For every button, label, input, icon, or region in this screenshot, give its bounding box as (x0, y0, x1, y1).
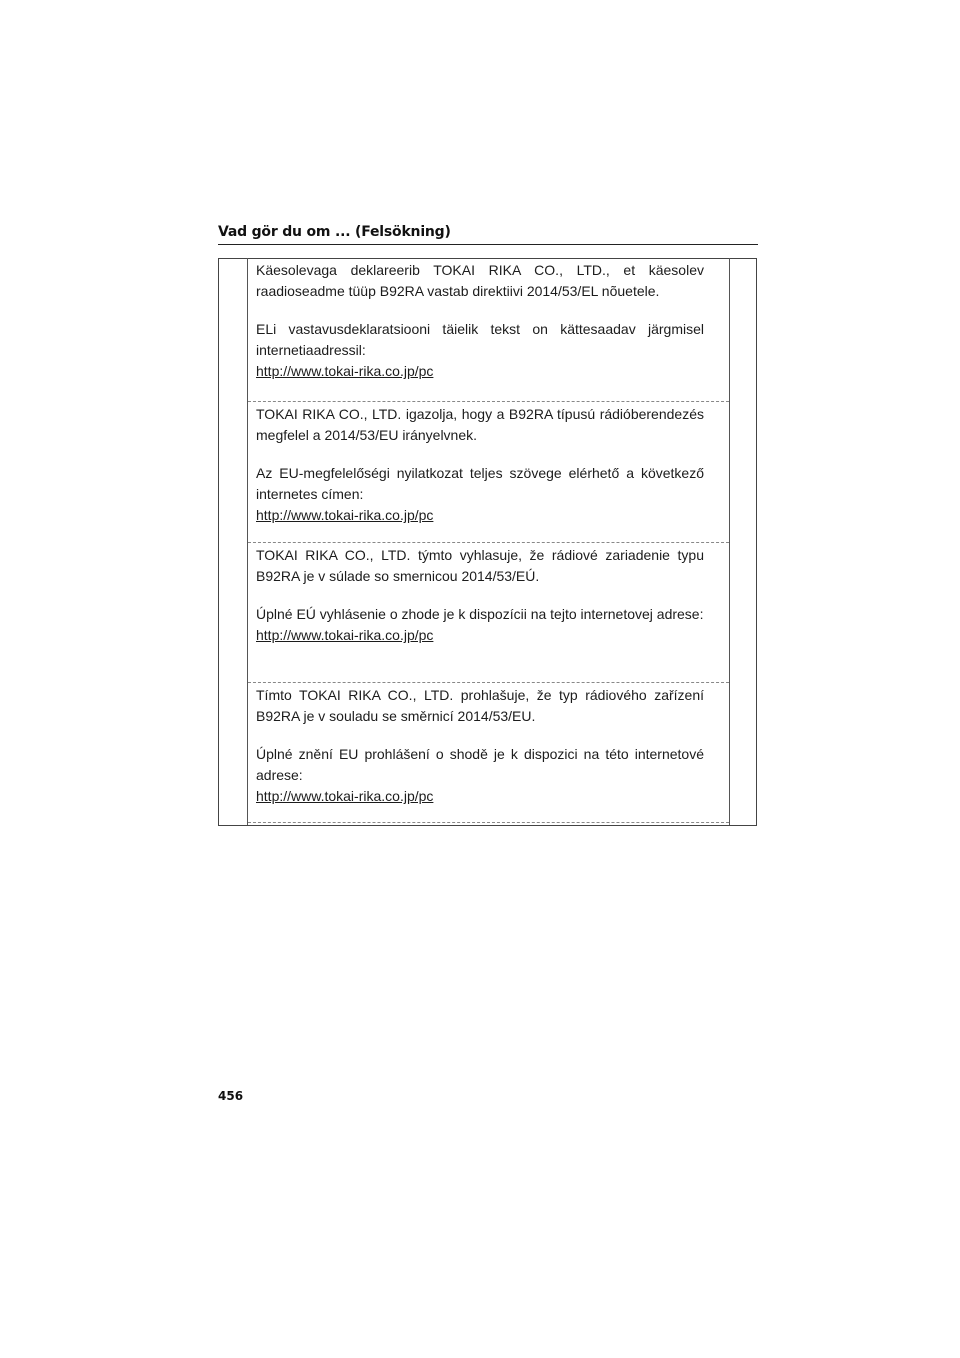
declaration-statement: TOKAI RIKA CO., LTD. igazolja, hogy a B92RA típusú rádióberendezés megfelel a 2014/53/EU irányelvnek. (256, 406, 704, 443)
availability-text: Úplné znění EU prohlášení o shodě je k dispozici na této internetové adrese: (256, 746, 704, 783)
declaration-statement: Tímto TOKAI RIKA CO., LTD. prohlašuje, že typ rádiového zařízení B92RA je v souladu se směrnicí 2014/53/EU. (256, 687, 704, 724)
declaration-link[interactable]: http://www.tokai-rika.co.jp/pc (256, 507, 434, 523)
availability-text: Az EU-megfelelőségi nyilatkozat teljes szövege elérhető a következő internetes címen: (256, 465, 704, 502)
declaration-link[interactable]: http://www.tokai-rika.co.jp/pc (256, 627, 434, 643)
header-divider (218, 244, 758, 245)
declaration-slovak (248, 545, 729, 646)
declaration-link[interactable]: http://www.tokai-rika.co.jp/pc (256, 788, 434, 804)
section-divider (248, 542, 729, 543)
page-section-title: Vad gör du om ... (Felsökning) (218, 224, 451, 240)
declaration-link[interactable]: http://www.tokai-rika.co.jp/pc (256, 363, 434, 379)
declaration-availability (256, 744, 704, 807)
declaration-availability (256, 319, 704, 382)
page-number: 456 (218, 1089, 244, 1103)
declaration-estonian (248, 260, 729, 382)
section-divider (248, 401, 729, 402)
declaration-czech (248, 685, 729, 807)
section-divider (248, 682, 729, 683)
declaration-statement: TOKAI RIKA CO., LTD. týmto vyhlasuje, že rádiové zariadenie typu B92RA je v súlade so smernicou 2014/53/EÚ. (256, 547, 704, 584)
declaration-hungarian (248, 404, 729, 526)
availability-text: Úplné EÚ vyhlásenie o zhode je k dispozícii na tejto internetovej adrese: (256, 606, 704, 622)
declaration-statement: Käesolevaga deklareerib TOKAI RIKA CO., LTD., et käesolev raadioseadme tüüp B92RA vastab direktiivi 2014/53/EL nõuetele. (256, 262, 704, 299)
section-divider (248, 822, 729, 823)
declaration-availability (256, 604, 704, 646)
availability-text: ELi vastavusdeklaratsiooni täielik tekst on kättesaadav järgmisel internetiaadressil: (256, 321, 704, 358)
declaration-availability (256, 463, 704, 526)
